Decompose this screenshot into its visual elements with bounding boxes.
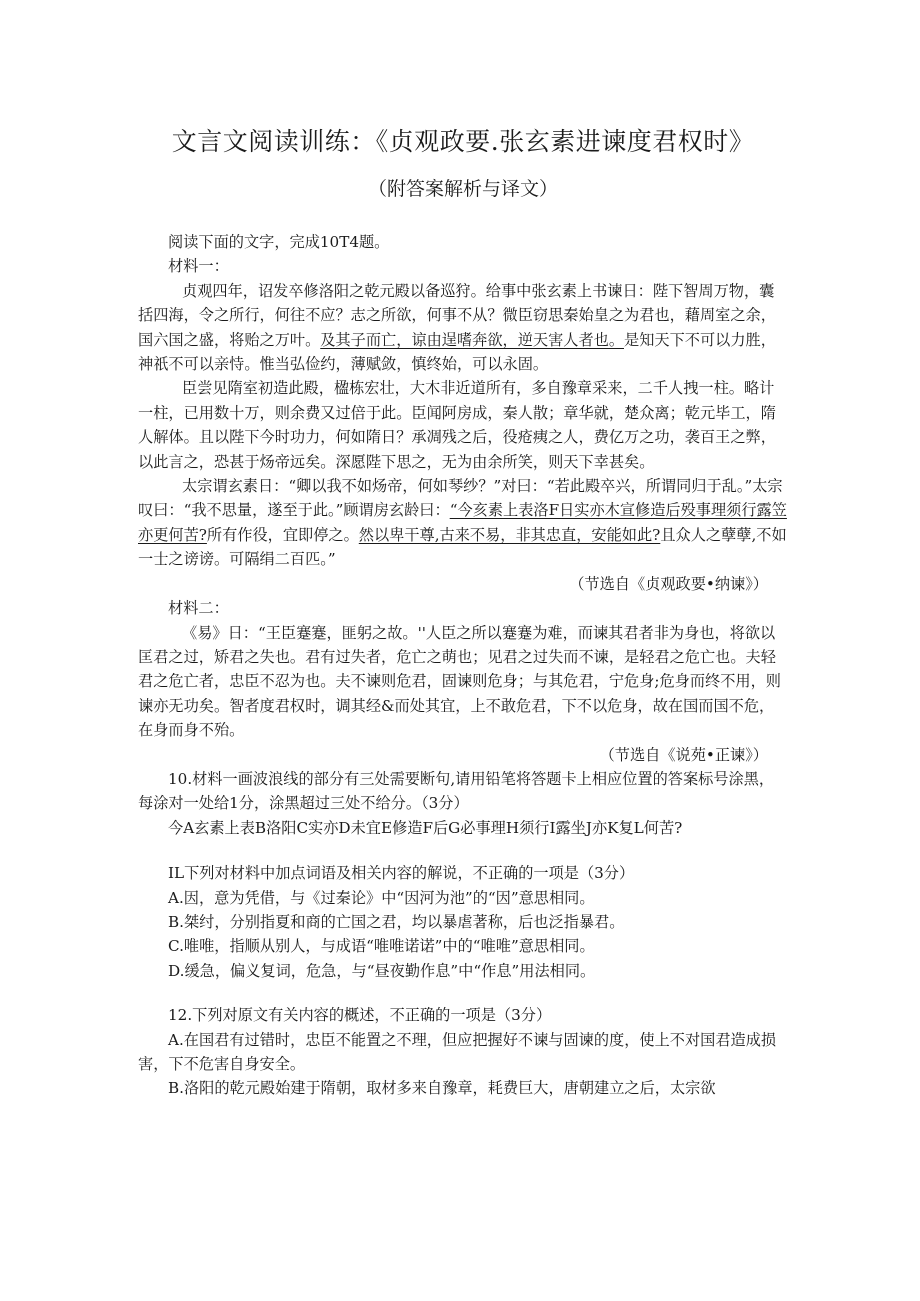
question-11-option-b: B.桀纣，分别指夏和商的亡国之君，均以暴虐著称，后也泛指暴君。 [168,912,625,931]
material-one-source: （节选自《贞观政要•纳谏》） [569,574,768,593]
m1-p3-text-c: 且众人之孽孽,不如一士之谤谤。可隔绢二百匹。” [138,525,787,569]
question-10: 10.材料一画波浪线的部分有三处需要断句,请用铅笔将答题卡上相应位置的答案标号涂黑，每涂对一处给1分，涂黑超过三处不给分。（3分） [138,769,775,813]
question-11-option-a: A.因，意为凭借，与《过秦论》中“因河为池”的“因”意思相同。 [168,888,595,907]
question-12: 12.下列对原文有关内容的概述，不正确的一项是（3分） [168,1006,552,1025]
m1-p1-text-a: 贞观四年，诏发卒修洛阳之乾元殿以备巡狩。给事中张玄素上书谏日：陛下智周万物，囊括四海，令之所行，何往不应？志之所欲，何事不从？微臣窃思秦始皇之为君也，藉周室之余，国六国之盛，将贻之万叶。 [138,281,776,349]
m1-p3-text-b: 所有作役，宜即停之。 [206,525,359,544]
underlined-sentence-1: 及其子而亡，谅由逞嗜奔欲，逆天害人者也。 [320,330,624,349]
question-11-option-c: C.唯唯，指顺从别人，与成语“唯唯诺诺”中的“唯唯”意思相同。 [168,937,595,956]
spacer [138,983,788,1003]
material-one-label: 材料一： [168,257,229,276]
document-title: 文言文阅读训练：《贞观政要.张玄素进谏度君权时》 [171,127,755,156]
material-one-paragraph-3 [138,474,788,572]
question-12-option-a: A.在国君有过错时，忠臣不能置之不理，但应把握好不谏与固谏的度，使上不对国君造成损害，下不危害自身安全。 [138,1030,777,1073]
document-body [138,230,788,1101]
question-10-options: 今A玄素上表B洛阳C实亦D未宜E修造F后G必事理H须行I露坐J亦K复L何苦? [168,818,683,837]
question-12-option-b: B.洛阳的乾元殿始建于隋朝，取材多来自豫章，耗费巨大，唐朝建立之后，太宗欲 [168,1079,716,1098]
m1-p1-text-b: 是知天下不可以力胜，神祇不可以亲恃。惟当弘俭约，薄赋敛，慎终始，可以永固。 [138,330,776,374]
m1-p3-text-a: 太宗谓玄素日：“卿以我不如炀帝，何如琴纱？”对曰：“若此殿卒兴，所谓同归于乱。”太宗叹曰：“我不思量，遂至于此。”顾谓房玄龄曰： [138,477,783,520]
wavy-line-passage: “今亥素上表洛F日实亦木宣修造后殁事理须行露笠亦更何苦? [138,501,787,544]
question-11-option-d: D.缓急，偏义复词，危急，与“昼夜勤作息”中“作息”用法相同。 [168,961,596,980]
question-11: IL下列对材料中加点词语及相关内容的解说，不正确的一项是（3分） [168,864,635,883]
spacer [138,840,788,861]
underlined-sentence-2: 然以卑干尊,古来不易，非其忠直，安能如此? [358,525,661,544]
material-two-paragraph: 《易》日：“王臣蹇蹇，匪躬之故。''人臣之所以蹇蹇为难，而谏其君者非为身也，将欲以匡君之过，矫君之失也。君有过失者，危亡之萌也；见君之过失而不谏，是轻君之危亡也。夫轻君之危亡者，忠臣不忍为也。夫不谏则危君，固谏则危身；与其危君，宁危身;危身而终不用，则谏亦无功矣。智者度君权时，调其经&而处其宜，上不敢危君，下不以危身，故在国而国不危，在身而身不殆。 [138,623,781,740]
material-two-source: （节选自《说苑•正谏》） [599,745,768,764]
reading-instruction: 阅读下面的文字，完成10T4题。 [168,233,390,251]
material-two-label: 材料二： [168,599,229,618]
material-one-paragraph-1 [138,279,788,377]
material-one-paragraph-2: 臣尝见隋室初造此殿，楹栋宏壮，大木非近道所有，多自豫章采来，二千人拽一柱。略计一柱，已用数十万，则余费又过倍于此。臣闻阿房成，秦人散；章华就，楚众离；乾元毕工，隋人解体。且以陛下今时功力，何如隋日？承凋残之后，役疮痍之人，费亿万之功，袭百王之弊，以此言之，恐甚于炀帝远矣。深愿陛下思之，无为由余所笑，则天下幸甚矣。 [138,379,776,471]
document-subtitle: （附答案解析与译文） [367,178,558,200]
